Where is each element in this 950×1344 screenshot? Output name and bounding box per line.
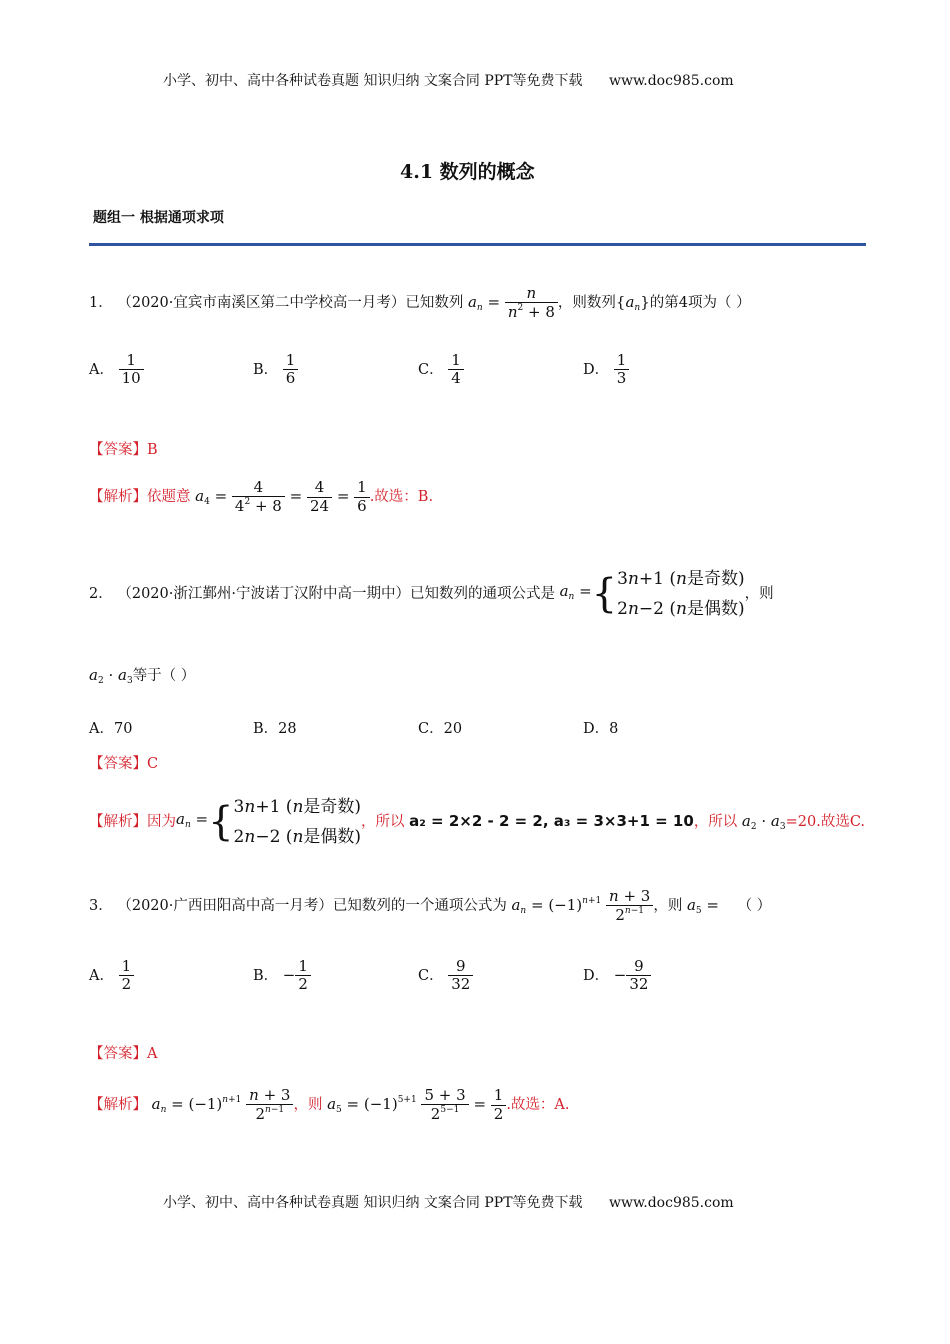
q2-option-d[interactable]: D．8 xyxy=(583,721,619,737)
option-label: C． xyxy=(418,967,444,984)
option-label: C． xyxy=(418,361,444,378)
q3-stem-tail: ，则 xyxy=(653,898,683,914)
q2-analysis-formula: $a_n$ ={ 3n+1 (n是奇数) 2n−2 (n是偶数) xyxy=(176,797,362,847)
q2-option-a[interactable]: A．70 xyxy=(89,721,133,737)
option-label: D． xyxy=(583,361,610,378)
q3-formula: $a_n = (-1)^{n+1}$ $\frac{n + 3}{2^{n-1}}$ xyxy=(511,896,653,914)
q1-option-c[interactable] xyxy=(418,352,464,388)
q3-analysis xyxy=(89,1074,570,1136)
option-value: $\frac{1}{2}$ xyxy=(119,958,135,994)
q2-option-c[interactable]: C．20 xyxy=(418,721,463,737)
answer-value: C xyxy=(147,756,159,772)
q3-option-a[interactable] xyxy=(89,958,134,994)
answer-label: 【答案】 xyxy=(89,442,147,458)
analysis-mid: ，所以 xyxy=(361,814,405,830)
analysis-label: 【解析】 xyxy=(89,489,147,505)
analysis-tail: .故选：A. xyxy=(506,1097,570,1113)
q3-stem: （2020·广西田阳高中高一月考）已知数列的一个通项公式为 xyxy=(117,898,507,914)
option-value: $\frac{9}{32}$ xyxy=(626,958,651,994)
case-even: 是偶数 xyxy=(303,827,355,847)
q3-paren: （ ） xyxy=(737,898,772,914)
q3-option-c[interactable] xyxy=(418,958,473,994)
analysis-lead: 因为 xyxy=(147,814,176,830)
answer-value: B xyxy=(147,442,158,458)
q2-line2-tail: 等于（ ） xyxy=(132,668,196,684)
option-value: $\frac{1}{6}$ xyxy=(283,352,299,388)
q2-stem-tail: ，则 xyxy=(744,586,774,602)
q1-option-a[interactable] xyxy=(89,352,144,388)
option-label: D． xyxy=(583,967,610,984)
q1-analysis xyxy=(89,472,433,526)
answer-label: 【答案】 xyxy=(89,1046,147,1062)
analysis-tail: .故选：B. xyxy=(369,489,434,505)
option-value: $\frac{1}{4}$ xyxy=(448,352,464,388)
q2-product: $a_2 \cdot a_3$ xyxy=(89,666,133,686)
q2-formula: $a_n$ ={ 3n+1 (n是奇数) 2n−2 (n是偶数) xyxy=(559,569,745,619)
case-even: 是偶数 xyxy=(686,599,738,619)
question-1 xyxy=(89,280,751,330)
option-label: B． xyxy=(253,967,279,984)
analysis-mid2: ，所以 xyxy=(693,814,738,830)
q2-stem: （2020·浙江鄞州·宁波诺丁汉附中高一期中）已知数列的通项公式是 xyxy=(117,586,555,602)
page-footer xyxy=(163,1192,734,1212)
header-url: www.doc985.com xyxy=(608,73,734,89)
q1-stem-mid: ，则数列 xyxy=(557,295,616,311)
option-value: $\frac{1}{10}$ xyxy=(119,352,144,388)
q3-analysis-formula-1: $a_n = (-1)^{n+1}$ $\frac{n + 3}{2^{n-1}}$ xyxy=(152,1095,294,1113)
q2-number: 2． xyxy=(89,586,113,602)
footer-url: www.doc985.com xyxy=(608,1195,734,1211)
header-text: 小学、初中、高中各种试卷真题 知识归纳 文案合同 PPT等免费下载 xyxy=(163,73,583,89)
analysis-mid: ，则 xyxy=(293,1097,323,1113)
question-2 xyxy=(89,555,774,633)
option-value: $\frac{1}{3}$ xyxy=(614,352,630,388)
footer-text: 小学、初中、高中各种试卷真题 知识归纳 文案合同 PPT等免费下载 xyxy=(163,1195,583,1211)
q1-answer xyxy=(89,438,158,459)
q3-option-b[interactable] xyxy=(253,958,311,994)
q3-answer xyxy=(89,1042,157,1063)
q3-option-d[interactable] xyxy=(583,958,651,994)
q1-analysis-formula: $a_4$ = $\frac{4}{4^2 + 8}$ = $\frac{4}{24}$ = $\frac{1}{6}$ xyxy=(195,487,370,505)
section-rule xyxy=(89,243,866,246)
option-sign: − xyxy=(613,965,627,984)
answer-label: 【答案】 xyxy=(89,756,147,772)
answer-value: A xyxy=(147,1046,158,1062)
analysis-tail: =20.故选C. xyxy=(785,814,866,830)
analysis-label: 【解析】 xyxy=(89,1097,147,1113)
case-odd: 是奇数 xyxy=(686,569,738,589)
q1-formula: $a_n$ = $\frac{n}{n^2 + 8}$ xyxy=(468,293,558,311)
page-title: 4.1 数列的概念 xyxy=(400,161,535,183)
q1-option-d[interactable] xyxy=(583,352,629,388)
q2-analysis-product: $a_2 \cdot a_3$ xyxy=(741,812,786,832)
q2-answer xyxy=(89,752,158,773)
q1-number: 1． xyxy=(89,295,113,311)
q3-analysis-formula-2: $a_5 = (-1)^{5+1}$ $\frac{5 + 3}{2^{5-1}}$ = $\frac{1}{2}$ xyxy=(327,1095,506,1113)
section-heading: 题组一 根据通项求项 xyxy=(93,210,224,226)
option-value: $\frac{9}{32}$ xyxy=(448,958,473,994)
option-label: B． xyxy=(253,361,279,378)
q2-line2 xyxy=(89,664,195,686)
q2-bold-formula: a₂ = 2×2 - 2 = 2, a₃ = 3×3+1 = 10 xyxy=(409,812,694,830)
analysis-lead: 依题意 xyxy=(147,489,191,505)
q2-option-b[interactable]: B．28 xyxy=(253,721,297,737)
q1-stem-end: 的第4项为（ ） xyxy=(649,295,751,311)
option-label: A． xyxy=(89,967,114,984)
option-value: $\frac{1}{2}$ xyxy=(295,958,311,994)
q3-number: 3． xyxy=(89,898,113,914)
option-label: A． xyxy=(89,361,114,378)
q1-option-b[interactable] xyxy=(253,352,298,388)
case-odd: 是奇数 xyxy=(303,797,355,817)
option-sign: − xyxy=(282,965,296,984)
q1-seq: $\{a_n\}$ xyxy=(615,293,650,313)
question-3 xyxy=(89,875,771,937)
analysis-label: 【解析】 xyxy=(89,814,147,830)
page-header xyxy=(163,70,734,90)
q3-target: $a_5$ = xyxy=(686,896,719,916)
q1-stem: （2020·宜宾市南溪区第二中学校高一月考）已知数列 xyxy=(117,295,464,311)
q2-analysis xyxy=(89,783,865,863)
